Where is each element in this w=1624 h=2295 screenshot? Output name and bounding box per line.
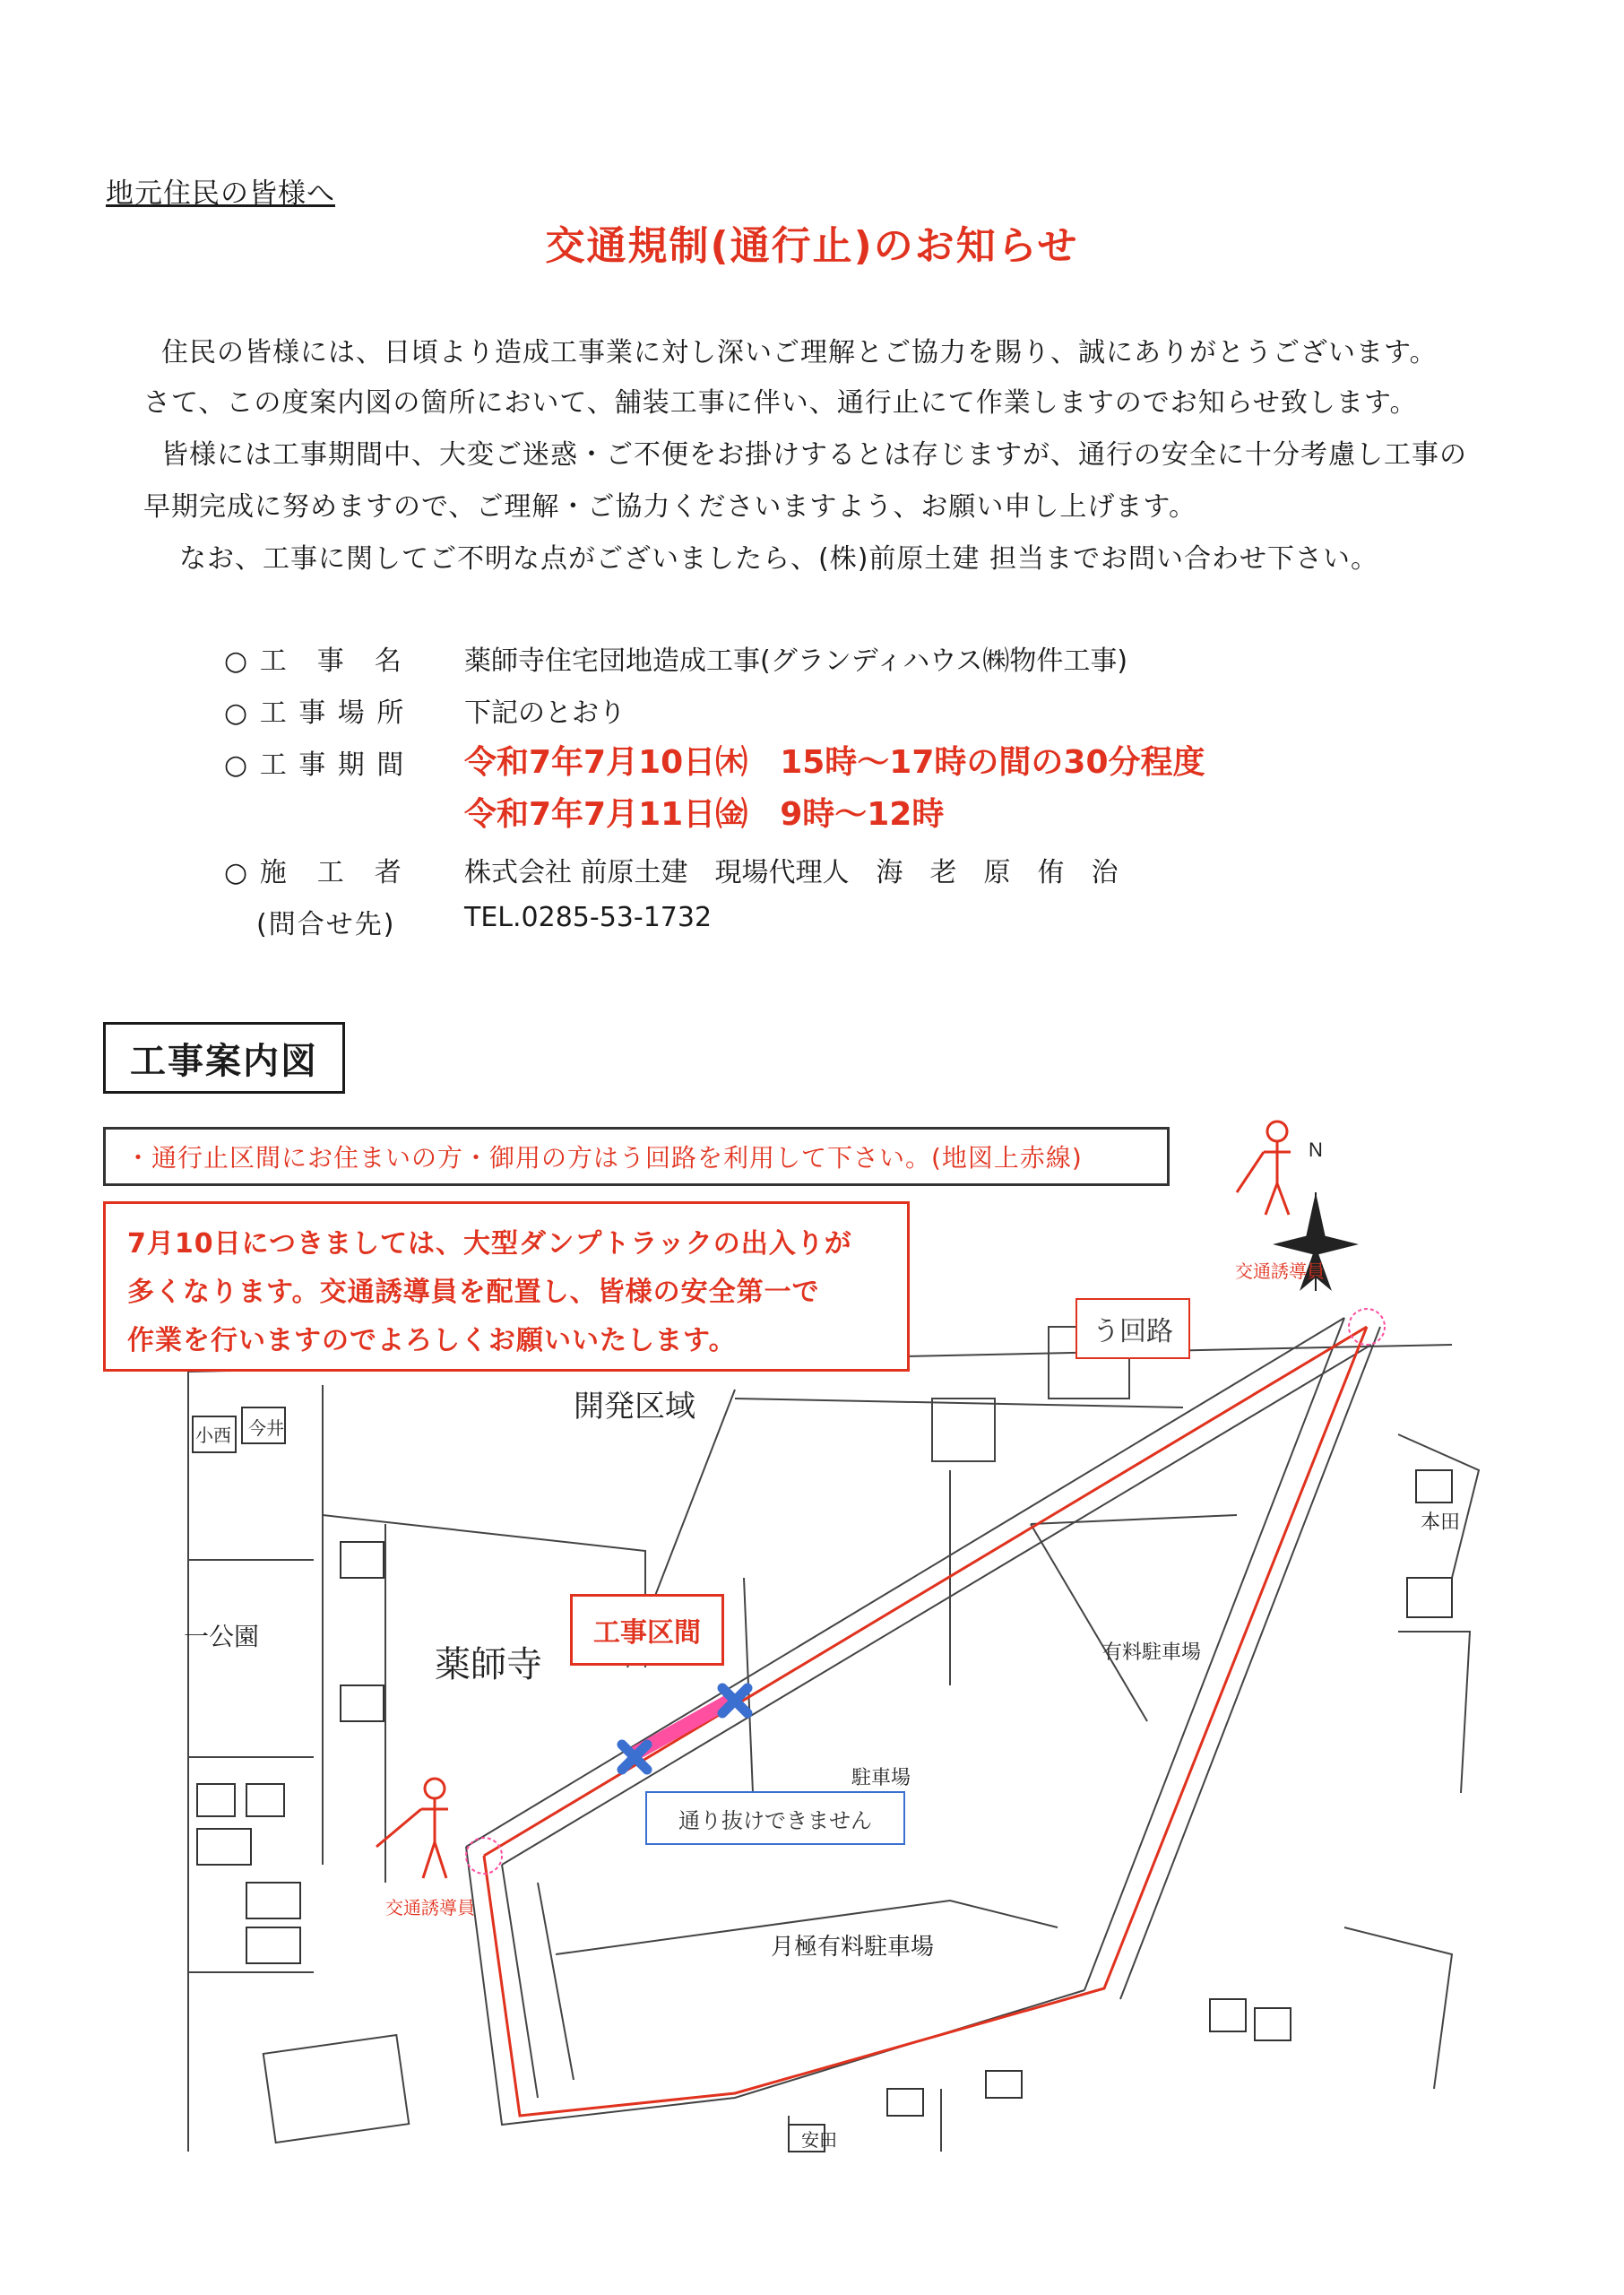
guard-bottom-label: 交通誘導員 <box>385 1899 475 1918</box>
dev-area-label: 開発区域 <box>574 1390 695 1424</box>
detour-label: う回路 <box>1075 1298 1190 1359</box>
map-buildings <box>193 1407 1452 2152</box>
yakushiji-label: 薬師寺 <box>435 1645 542 1684</box>
north-label: N <box>1309 1139 1323 1161</box>
detour-route <box>484 1327 1367 2116</box>
paragraph-3: 皆様には工事期間中、大変ご迷惑・ご不便をお掛けするとは存じますが、通行の安全に十分考慮し工事の <box>161 439 1467 471</box>
construction-section-label: 工事区間 <box>570 1594 724 1666</box>
greeting: 地元住民の皆様へ <box>106 178 335 210</box>
no-through-label: 通り抜けできません <box>645 1791 905 1845</box>
konishi-label: 小西 <box>195 1426 231 1446</box>
parking-3-label: 有料駐車場 <box>1102 1641 1202 1663</box>
truck-notice <box>103 1201 910 1372</box>
contact-value: TEL.0285-53-1732 <box>464 902 713 933</box>
truck-notice-line-1: 7月10日につきましては、大型ダンプトラックの出入りが <box>127 1228 852 1260</box>
project-period-line1: 令和7年7月10日㈭ 15時～17時の間の30分程度 <box>464 744 1205 781</box>
contractor-value: 株式会社 前原土建 現場代理人 海 老 原 侑 治 <box>464 857 1119 888</box>
contact-label: (問合せ先) <box>256 909 396 940</box>
project-name-label: ○ 工 事 名 <box>224 645 403 677</box>
contractor-label: ○ 施 工 者 <box>224 857 403 888</box>
parking-1-label: 駐車場 <box>851 1766 911 1788</box>
paragraph-5: なお、工事に関してご不明な点がございましたら、(株)前原土建 担当までお問い合わせ下さい。 <box>179 543 1378 575</box>
guard-figure-top <box>1237 1122 1291 1215</box>
project-place-value: 下記のとおり <box>464 697 626 729</box>
project-place-label: ○ 工 事 場 所 <box>224 697 406 729</box>
paragraph-1: 住民の皆様には、日頃より造成工事業に対し深いご理解とご協力を賜り、誠にありがとうございます。 <box>161 337 1438 368</box>
map-heading: 工事案内図 <box>103 1022 345 1094</box>
project-name-value: 薬師寺住宅団地造成工事(グランディハウス㈱物件工事) <box>464 645 1128 677</box>
yasuda-label: 安田 <box>801 2131 837 2151</box>
detour-notice: ・通行止区間にお住まいの方・御用の方はう回路を利用して下さい。(地図上赤線) <box>103 1127 1170 1186</box>
imai-label: 今井 <box>248 1419 284 1439</box>
guard-figure-bottom <box>376 1779 448 1878</box>
park-label: 一公園 <box>184 1623 260 1650</box>
parking-2-label: 月極有料駐車場 <box>771 1933 935 1960</box>
page-title: 交通規制(通行止)のお知らせ <box>545 223 1079 269</box>
paragraph-2: さて、この度案内図の箇所において、舗装工事に伴い、通行止にて作業しますのでお知らせ致します。 <box>143 387 1418 419</box>
guard-top-label: 交通誘導員 <box>1235 1262 1325 1282</box>
project-period-label: ○ 工 事 期 間 <box>224 749 406 781</box>
honda-label: 本田 <box>1421 1511 1461 1533</box>
paragraph-4: 早期完成に努めますので、ご理解・ご協力くださいますよう、お願い申し上げます。 <box>143 491 1196 523</box>
truck-notice-line-3: 作業を行いますのでよろしくお願いいたします。 <box>127 1325 737 1356</box>
project-period-line2: 令和7年7月11日㈮ 9時～12時 <box>464 796 945 833</box>
truck-notice-line-2: 多くなります。交通誘導員を配置し、皆様の安全第一で <box>127 1277 820 1308</box>
